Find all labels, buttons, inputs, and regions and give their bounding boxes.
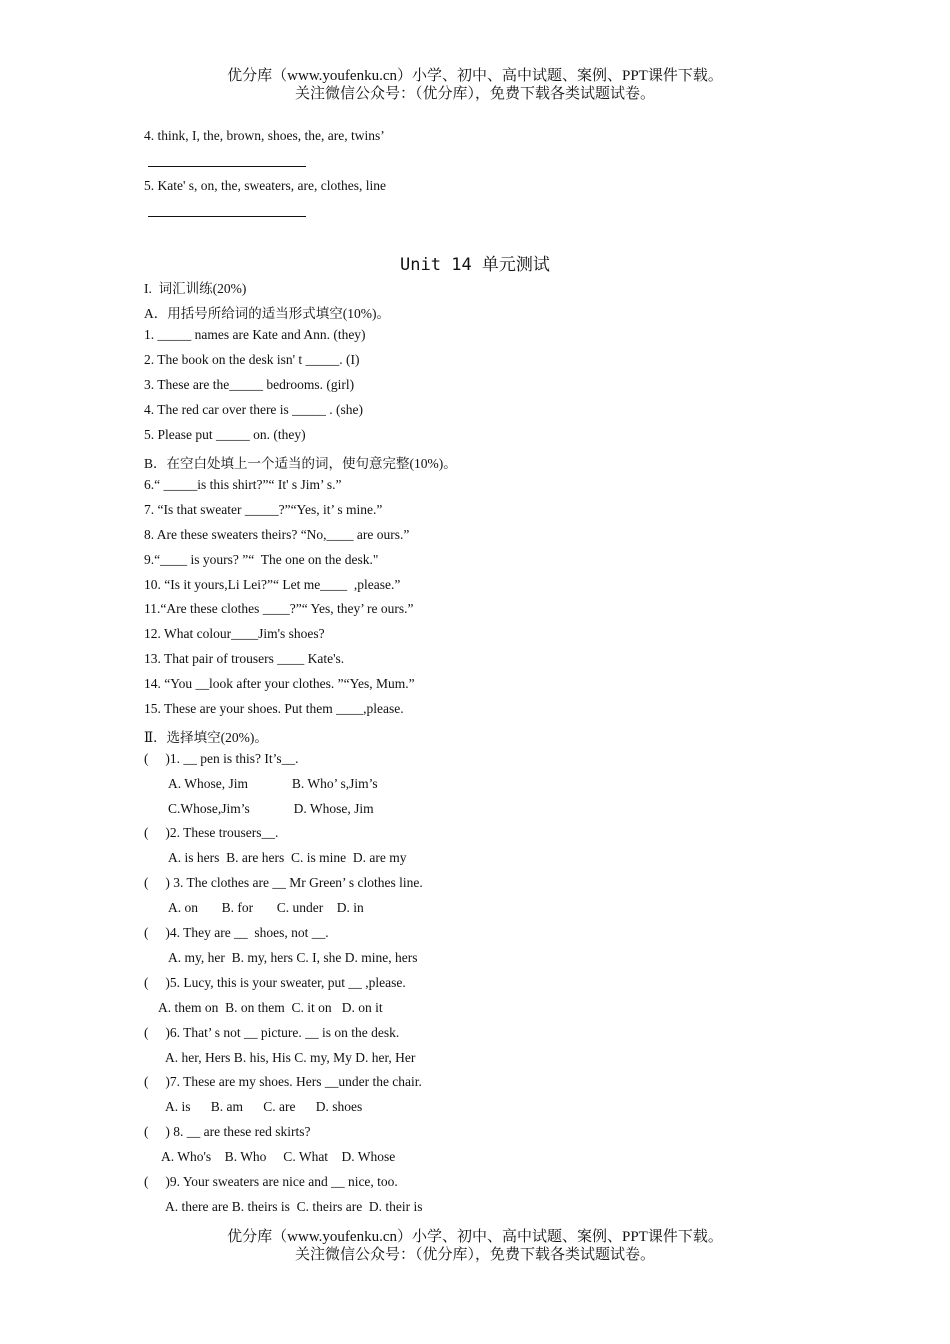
mc-options-8: A. Who's B. Who C. What D. Whose [161,1149,396,1164]
list-item: 6.“ _____is this shirt?”“ It' s Jim’ s.” [144,477,342,492]
part-a-heading: A．用括号所给词的适当形式填空(10%)。 [144,306,390,321]
list-item: 3. These are the_____ bedrooms. (girl) [144,377,355,392]
footer-line-2: 关注微信公众号：（优分库），免费下载各类试题试卷。 [294,1247,655,1263]
section2-heading: Ⅱ．选择填空(20%)。 [144,730,268,745]
header-line-1: 优分库（www.youfenku.cn）小学、初中、高中试题、案例、PPT课件下载。 [227,68,723,84]
list-item: 4. The red car over there is _____ . (she) [144,402,364,417]
mc-options-5: A. them on B. on them C. it on D. on it [158,1000,383,1015]
mc-options-1b: C.Whose,Jim’s D. Whose, Jim [168,801,374,816]
mc-question-1: ( )1. __ pen is this? It’s__. [144,751,299,766]
mc-question-9: ( )9. Your sweaters are nice and __ nice, too. [144,1174,398,1189]
list-item: 9.“____ is yours? ”“ The one on the desk." [144,552,379,567]
mc-question-2: ( )2. These trousers__. [144,825,279,840]
mc-options-2: A. is hers B. are hers C. is mine D. are my [168,850,407,865]
list-item: 7. “Is that sweater _____?”“Yes, it’ s mine.” [144,502,383,517]
page-title: Unit 14 单元测试 [400,255,550,275]
mc-question-7: ( )7. These are my shoes. Hers __under the chair. [144,1074,422,1089]
mc-options-6: A. her, Hers B. his, His C. my, My D. her, Her [165,1050,416,1065]
mc-question-6: ( )6. That’ s not __ picture. __ is on the desk. [144,1025,400,1040]
mc-question-3: ( ) 3. The clothes are __ Mr Green’ s clothes line. [144,875,423,890]
mc-options-7: A. is B. am C. are D. shoes [165,1099,363,1114]
list-item: 11.“Are these clothes ____?”“ Yes, they’ re ours.” [144,601,414,616]
mc-question-4: ( )4. They are __ shoes, not __. [144,925,329,940]
footer-line-1: 优分库（www.youfenku.cn）小学、初中、高中试题、案例、PPT课件下载。 [227,1229,723,1245]
list-item: 8. Are these sweaters theirs? “No,____ are ours.” [144,527,410,542]
mc-options-3: A. on B. for C. under D. in [168,900,364,915]
answer-blank-4 [148,166,306,167]
page-footer [0,1228,950,1264]
list-item: 12. What colour____Jim's shoes? [144,626,325,641]
prev-question-5: 5. Kate' s, on, the, sweaters, are, clothes, line [144,178,386,193]
mc-question-8: ( ) 8. __ are these red skirts? [144,1124,311,1139]
part-b-heading: B．在空白处填上一个适当的词，使句意完整(10%)。 [144,456,457,471]
list-item: 5. Please put _____ on. (they) [144,427,306,442]
list-item: 15. These are your shoes. Put them ____,please. [144,701,404,716]
section1-heading: I. 词汇训练(20%) [144,281,247,296]
list-item: 1. _____ names are Kate and Ann. (they) [144,327,366,342]
prev-question-4: 4. think, I, the, brown, shoes, the, are, twins’ [144,128,385,143]
mc-options-1a: A. Whose, Jim B. Who’ s,Jim’s [168,776,378,791]
header-line-2: 关注微信公众号：（优分库），免费下载各类试题试卷。 [294,86,655,102]
list-item: 10. “Is it yours,Li Lei?”“ Let me____ ,please.” [144,577,401,592]
answer-blank-5 [148,216,306,217]
page-header [0,67,950,103]
list-item: 14. “You __look after your clothes. ”“Yes, Mum.” [144,676,415,691]
mc-options-9: A. there are B. theirs is C. theirs are D. their is [165,1199,423,1214]
mc-question-5: ( )5. Lucy, this is your sweater, put __ ,please. [144,975,406,990]
list-item: 13. That pair of trousers ____ Kate's. [144,651,345,666]
list-item: 2. The book on the desk isn' t _____. (I) [144,352,360,367]
mc-options-4: A. my, her B. my, hers C. I, she D. mine, hers [168,950,418,965]
